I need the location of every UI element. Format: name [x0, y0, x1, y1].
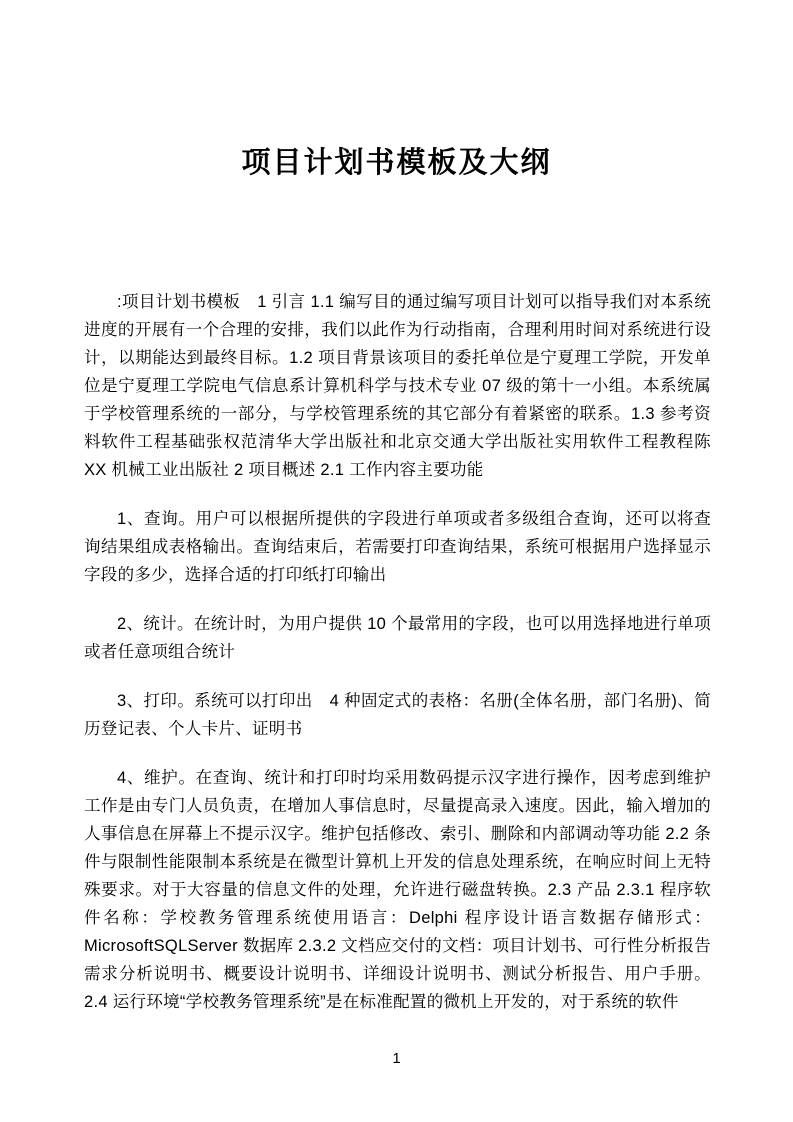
paragraph-statistics: 2、统计。在统计时，为用户提供 10 个最常用的字段，也可以用选择地进行单项或者任意项组合统计 [84, 615, 711, 661]
paragraph-maintenance: 4、维护。在查询、统计和打印时均采用数码提示汉字进行操作，因考虑到维护工作是由专门人员负责，在增加人事信息时，尽量提高录入速度。因此，输入增加的人事信息在屏幕上不提示汉字。维护包括修改、索引、删除和内部调动等功能 2.2 条件与限制性能限制本系统是在微型计算机上开发的信息处理系统，在响应时间上无特殊要求。对于大容量的信息文件的处理，允许进行磁盘转换。2.3 产品 2.3.1 程序软件名称：学校教务管理系统使用语言：Delphi 程序设计语言数据存储形式：MicrosoftSQLServer 数据库 2.3.2 文档应交付的文档：项目计划书、可行性分析报告需求分析说明书、概要设计说明书、详细设计说明书、测试分析报告、用户手册。2.4 运行环境“学校教务管理系统”是在标准配置的微机上开发的，对于系统的软件 [84, 769, 711, 1011]
paragraph-print: 3、打印。系统可以打印出 4 种固定式的表格：名册(全体名册，部门名册)、简历登记表、个人卡片、证明书 [84, 692, 711, 738]
document-body [84, 288, 711, 1037]
page-number: 1 [392, 1050, 401, 1067]
document-title: 项目计划书模板及大纲 [241, 147, 552, 179]
paragraph-intro: :项目计划书模板 1 引言 1.1 编写目的通过编写项目计划可以指导我们对本系统进度的开展有一个合理的安排，我们以此作为行动指南，合理利用时间对系统进行设计，以期能达到最终目标。1.2 项目背景该项目的委托单位是宁夏理工学院，开发单位是宁夏理工学院电气信息系计算机科学与技术专业 07 级的第十一小组。本系统属于学校管理系统的一部分，与学校管理系统的其它部分有着紧密的联系。1.3 参考资料软件工程基础张权范清华大学出版社和北京交通大学出版社实用软件工程教程陈 XX 机械工业出版社 2 项目概述 2.1 工作内容主要功能 [84, 293, 711, 479]
paragraph-query: 1、查询。用户可以根据所提供的字段进行单项或者多级组合查询，还可以将查询结果组成表格输出。查询结束后，若需要打印查询结果，系统可根据用户选择显示字段的多少，选择合适的打印纸打印输出 [84, 510, 711, 584]
